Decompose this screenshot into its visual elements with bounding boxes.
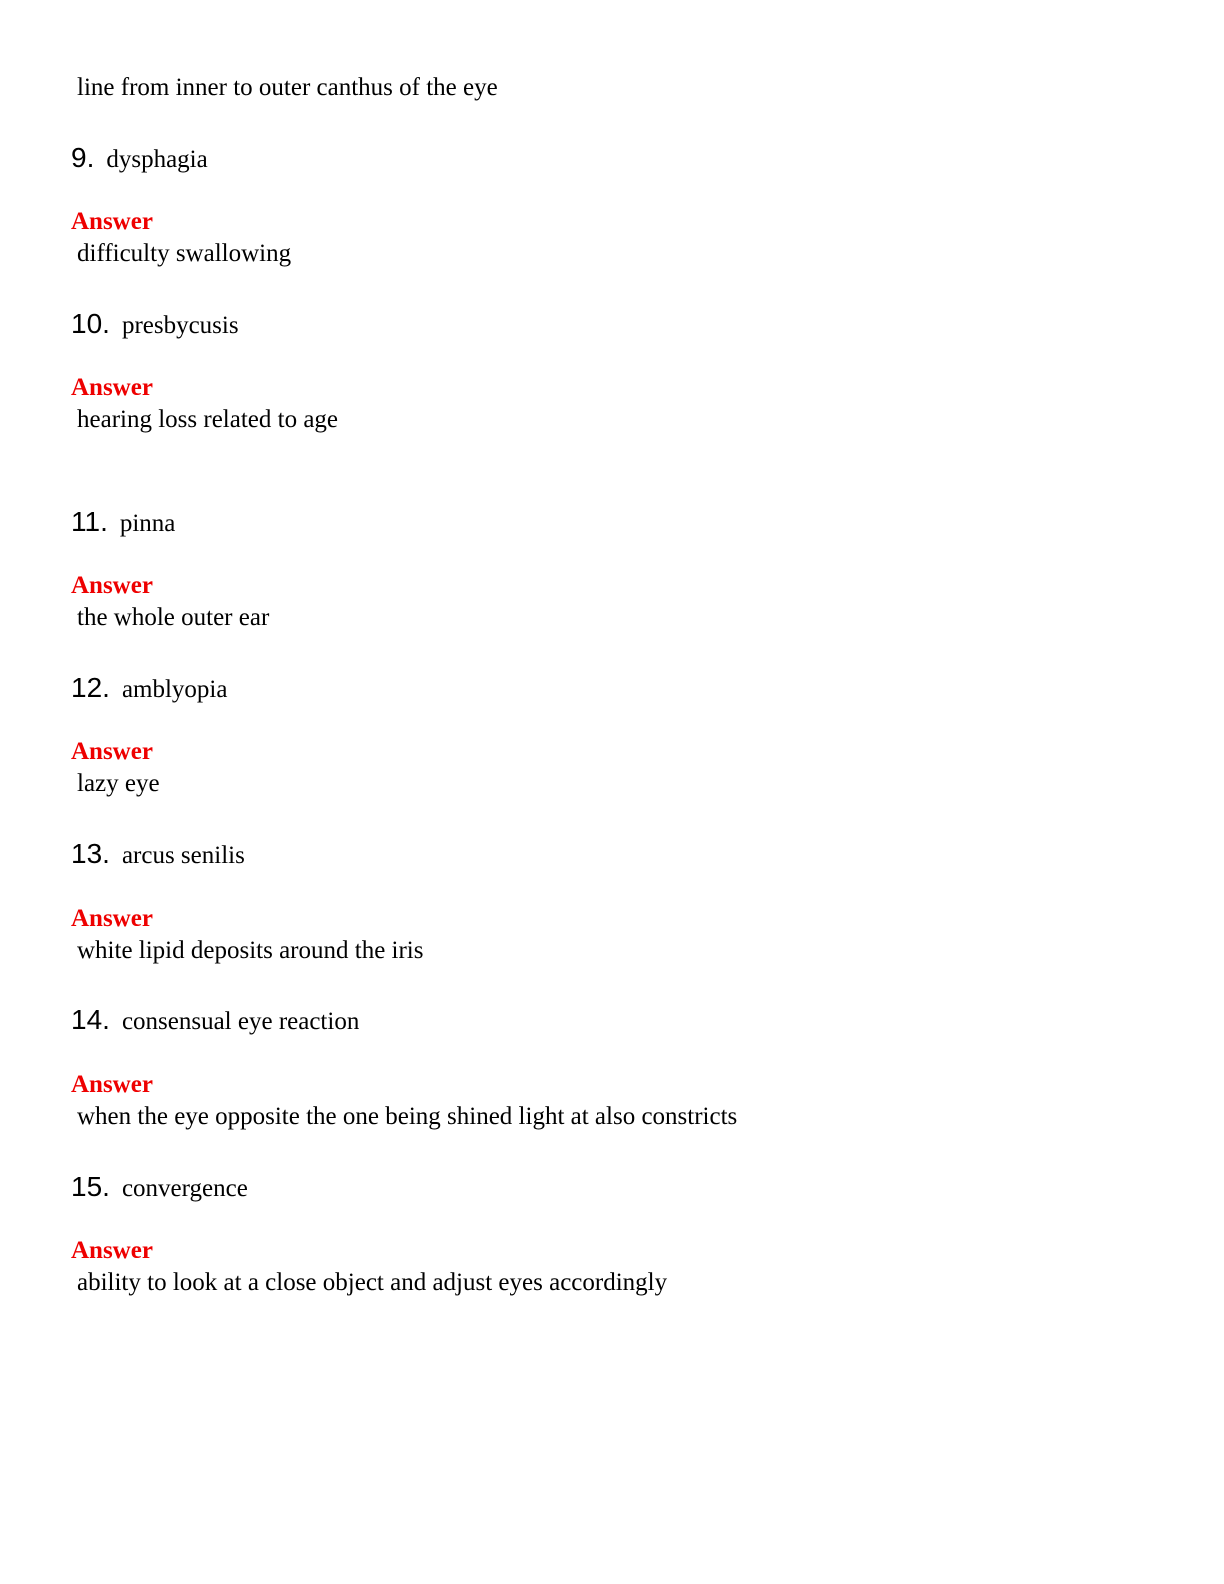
answer-label: Answer xyxy=(71,1237,153,1264)
question-term: consensual eye reaction xyxy=(121,1008,360,1035)
question-term: convergence xyxy=(121,1175,248,1202)
question-number: 11. xyxy=(71,506,108,537)
question-10 xyxy=(71,307,239,341)
question-13 xyxy=(71,837,245,871)
answer-label: Answer xyxy=(71,1071,153,1098)
question-term: pinna xyxy=(119,510,176,537)
answer-text: when the eye opposite the one being shined light at also constricts xyxy=(77,1103,738,1130)
question-number: 14. xyxy=(71,1004,110,1035)
question-term: dysphagia xyxy=(106,146,208,173)
question-number: 15. xyxy=(71,1171,110,1202)
question-term: arcus senilis xyxy=(121,842,245,869)
carry-over-answer-text: line from inner to outer canthus of the eye xyxy=(77,74,498,101)
question-number: 10. xyxy=(71,308,110,339)
question-number: 12. xyxy=(71,672,110,703)
answer-label: Answer xyxy=(71,374,153,401)
question-number: 9. xyxy=(71,142,95,173)
question-9 xyxy=(71,141,208,175)
question-14 xyxy=(71,1003,359,1037)
answer-text: ability to look at a close object and adjust eyes accordingly xyxy=(77,1269,668,1296)
question-11 xyxy=(71,505,175,539)
answer-text: the whole outer ear xyxy=(77,604,270,631)
answer-label: Answer xyxy=(71,738,153,765)
answer-label: Answer xyxy=(71,905,153,932)
answer-label: Answer xyxy=(71,572,153,599)
answer-text: hearing loss related to age xyxy=(77,406,339,433)
question-15 xyxy=(71,1170,248,1204)
question-number: 13. xyxy=(71,838,110,869)
question-term: amblyopia xyxy=(121,676,228,703)
answer-text: lazy eye xyxy=(77,770,160,797)
answer-text: difficulty swallowing xyxy=(77,240,292,267)
answer-text: white lipid deposits around the iris xyxy=(77,937,424,964)
question-12 xyxy=(71,671,227,705)
answer-label: Answer xyxy=(71,208,153,235)
question-term: presbycusis xyxy=(121,312,239,339)
